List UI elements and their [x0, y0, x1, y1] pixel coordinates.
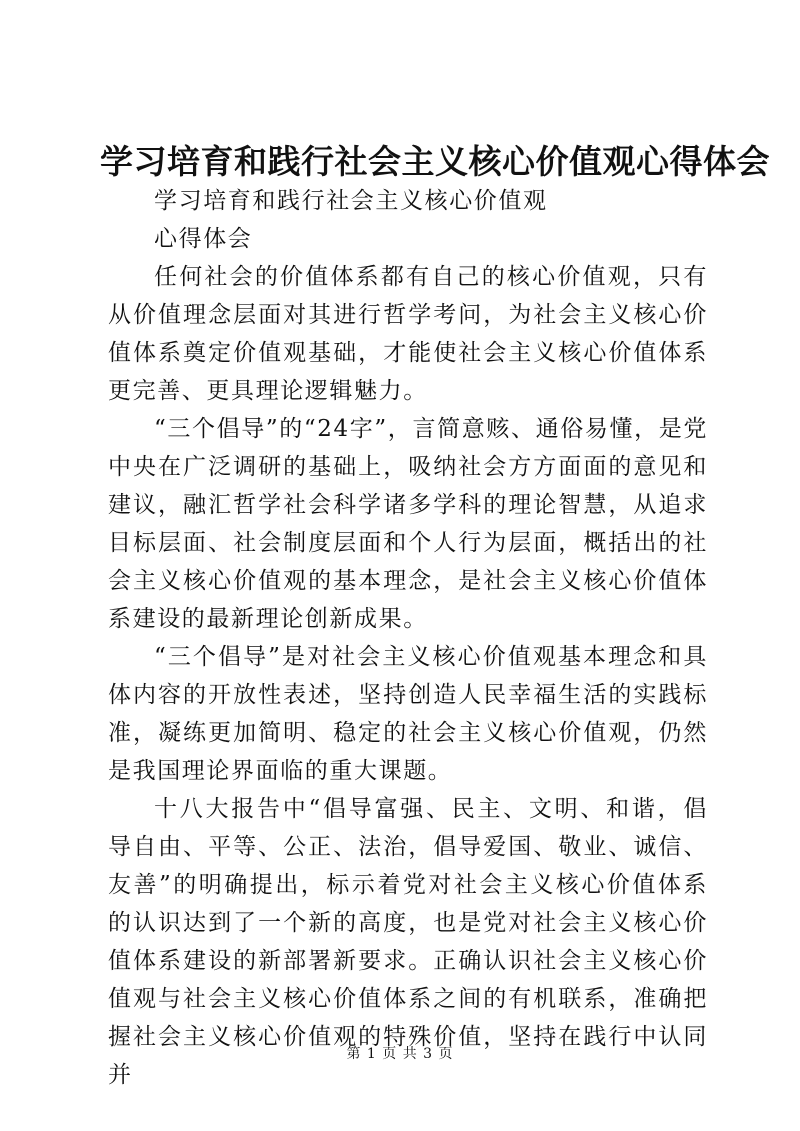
paragraph: “三个倡导”是对社会主义核心价值观基本理念和具体内容的开放性表述，坚持创造人民幸福生活的实践标准，凝练更加简明、稳定的社会主义核心价值观，仍然是我国理论界面临的重大课题。 [108, 644, 708, 784]
paragraph: “三个倡导”的“24字”，言简意赅、通俗易懂，是党中央在广泛调研的基础上，吸纳社会方方面面的意见和建议，融汇哲学社会科学诸多学科的理论智慧，从追求目标层面、社会制度层面和个人行为层面，概括出的社会主义核心价值观的基本理念，是社会主义核心价值体系建设的最新理论创新成果。 [108, 416, 708, 632]
document-title: 学习培育和践行社会主义核心价值观心得体会 [100, 142, 770, 181]
page-footer: 第 1 页 共 3 页 [346, 1046, 454, 1062]
paragraph: 任何社会的价值体系都有自己的核心价值观，只有从价值理念层面对其进行哲学考问，为社会主义核心价值体系奠定价值观基础，才能使社会主义核心价值体系更完善、更具理论逻辑魅力。 [108, 264, 708, 404]
subtitle-line: 学习培育和践行社会主义核心价值观 [154, 188, 548, 214]
document-body [108, 182, 708, 1094]
subtitle-line-2: 心得体会 [154, 226, 253, 252]
paragraph: 十八大报告中“倡导富强、民主、文明、和谐，倡导自由、平等、公正、法治，倡导爱国、敬业、诚信、友善”的明确提出，标示着党对社会主义核心价值体系的认识达到了一个新的高度，也是党对社会主义核心价值体系建设的新部署新要求。正确认识社会主义核心价值观与社会主义核心价值体系之间的有机联系，准确把握社会主义核心价值观的特殊价值，坚持在践行中认同并 [108, 796, 708, 1088]
